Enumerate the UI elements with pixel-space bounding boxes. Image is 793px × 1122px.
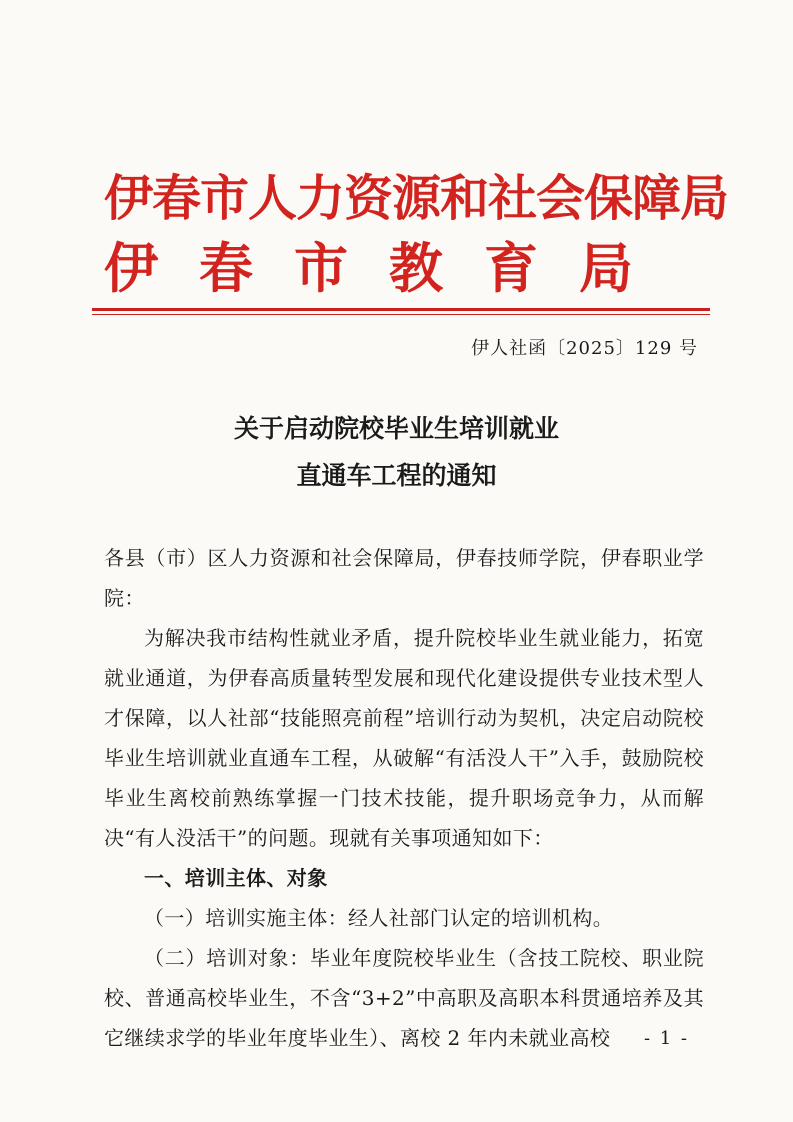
red-separator-thick [92, 308, 710, 311]
list-item-2: （二）培训对象：毕业年度院校毕业生（含技工院校、职业院校、普通高校毕业生，不含“3+2”中高职及高职本科贯通培养及其它继续求学的毕业年度毕业生）、离校 2 年内未就业高校 [104, 946, 704, 1050]
page-number: - 1 - [643, 1028, 689, 1049]
title-line-2: 直通车工程的通知 [296, 461, 497, 490]
document-number: 伊人社函〔2025〕129 号 [471, 338, 698, 359]
section-heading-1: 一、培训主体、对象 [144, 866, 328, 890]
title-line-1: 关于启动院校毕业生培训就业 [233, 414, 559, 443]
document-body [104, 538, 704, 1058]
list-item-1: （一）培训实施主体：经人社部门认定的培训机构。 [144, 906, 614, 930]
paragraph-intro: 为解决我市结构性就业矛盾，提升院校毕业生就业能力，拓宽就业通道，为伊春高质量转型发展和现代化建设提供专业技术型人才保障，以人社部“技能照亮前程”培训行动为契机，决定启动院校毕业生培训就业直通车工程，从破解“有活没人干”入手，鼓励院校毕业生离校前熟练掌握一门技术技能，提升职场竞争力，从而解决“有人没活干”的问题。现就有关事项通知如下： [104, 626, 704, 850]
red-separator-thin [92, 314, 710, 315]
issuer-line-2: 伊春市教育局 [104, 236, 674, 300]
salutation: 各县（市）区人力资源和社会保障局，伊春技师学院，伊春职业学院： [104, 546, 704, 610]
issuer-line-1: 伊春市人力资源和社会保障局 [104, 169, 729, 227]
